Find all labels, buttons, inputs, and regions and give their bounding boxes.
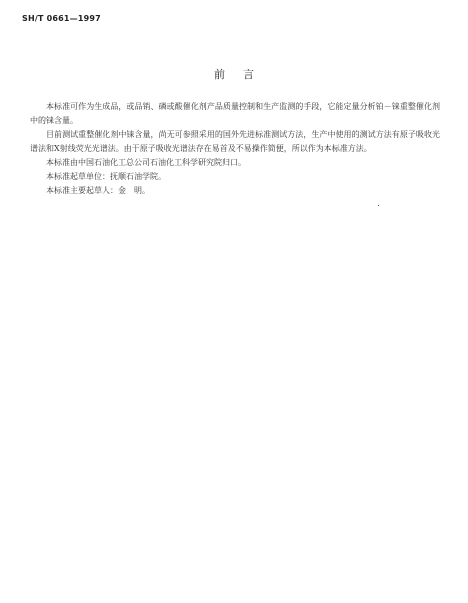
paragraph-drafting-unit: 本标准起草单位：抚顺石油学院。: [46, 172, 166, 181]
foreword-body: [30, 100, 440, 198]
paragraph-drafter: 本标准主要起草人：金 明。: [46, 186, 150, 195]
paragraph-background: 目前测试重整催化剂中铼含量，尚无可参照采用的国外先进标准测试方法，生产中使用的测试方法有原子吸收光谱法和X射线荧光光谱法。由于原子吸收光谱法存在易首及不易操作简便，所以作为本标准方法。: [30, 130, 440, 153]
paragraph-proposer: 本标准由中国石油化工总公司石油化工科学研究院归口。: [46, 158, 246, 167]
page-title: 前言: [214, 68, 272, 81]
stray-mark: [378, 205, 379, 206]
standard-code: SH/T 0661—1997: [22, 14, 101, 23]
paragraph-scope: 本标准可作为生成品，或品销、磷或酸催化剂产品质量控制和生产监测的手段，它能定量分析铂－铼重整催化剂中的铼含量。: [30, 102, 440, 125]
